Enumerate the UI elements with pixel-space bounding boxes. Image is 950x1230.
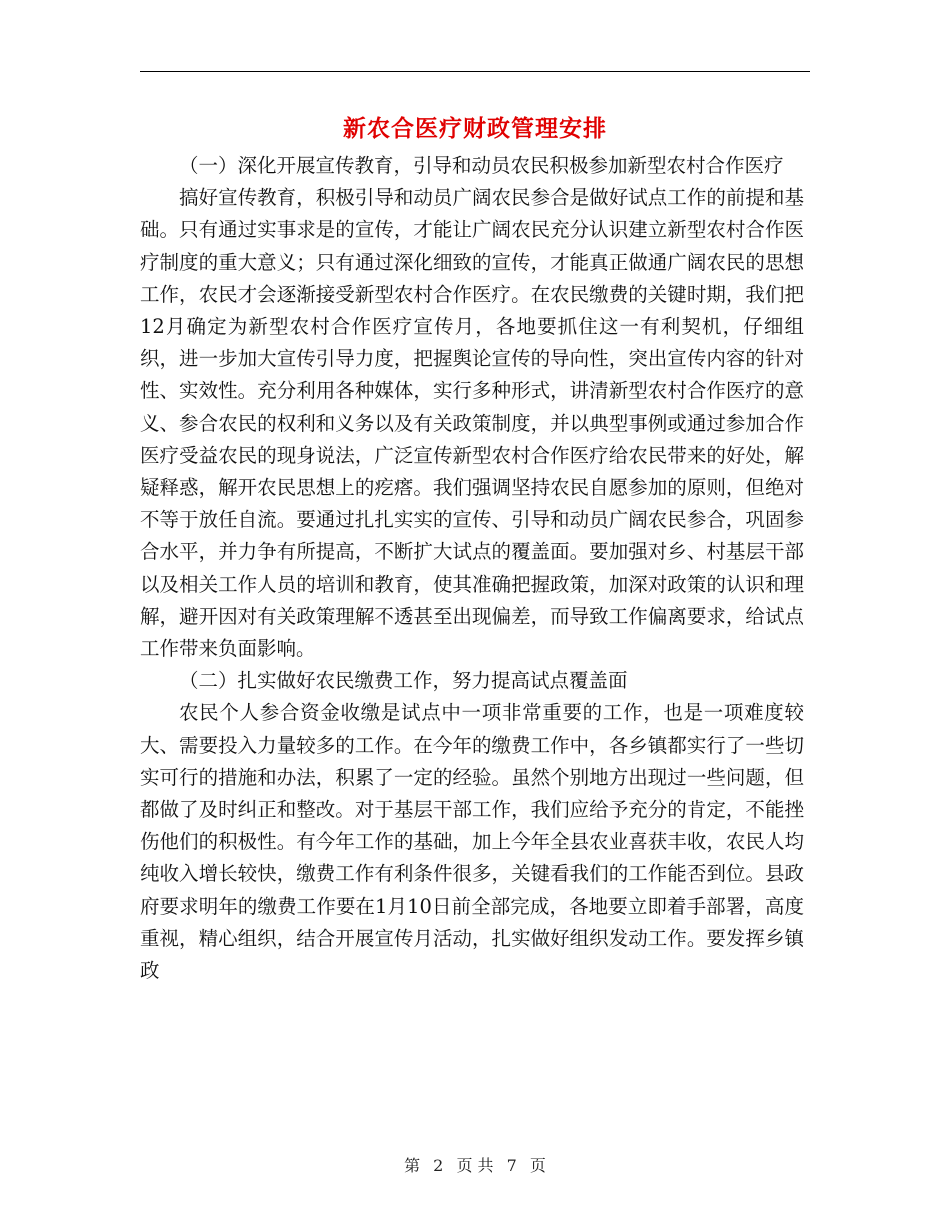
page-footer (0, 1153, 950, 1176)
total-page-count: 7 (506, 1156, 517, 1175)
current-page-number: 2 (433, 1156, 444, 1175)
footer-suffix: 页 (529, 1156, 546, 1175)
body-paragraph-1: 搞好宣传教育，积极引导和动员广阔农民参合是做好试点工作的前提和基础。只有通过实事求是的宣传，才能让广阔农民充分认识建立新型农村合作医疗制度的重大意义；只有通过深化细致的宣传，才能真正做通广阔农民的思想工作，农民才会逐渐接受新型农村合作医疗。在农民缴费的关键时期，我们把12月确定为新型农村合作医疗宣传月，各地要抓住这一有利契机，仔细组织，进一步加大宣传引导力度，把握舆论宣传的导向性，突出宣传内容的针对性、实效性。充分利用各种媒体，实行多种形式，讲清新型农村合作医疗的意义、参合农民的权利和义务以及有关政策制度，并以典型事例或通过参加合作医疗受益农民的现身说法，广泛宣传新型农村合作医疗给农民带来的好处，解疑释惑，解开农民思想上的疙瘩。我们强调坚持农民自愿参加的原则，但绝对不等于放任自流。要通过扎扎实实的宣传、引导和动员广阔农民参合，巩固参合水平，并力争有所提高，不断扩大试点的覆盖面。要加强对乡、村基层干部以及相关工作人员的培训和教育，使其准确把握政策，加深对政策的认识和理解，避开因对有关政策理解不透甚至出现偏差，而导致工作偏离要求，给试点工作带来负面影响。 (140, 186, 804, 661)
body-paragraph-2: 农民个人参合资金收缴是试点中一项非常重要的工作，也是一项难度较大、需要投入力量较多的工作。在今年的缴费工作中，各乡镇都实行了一些切实可行的措施和办法，积累了一定的经验。虽然个别地方出现过一些问题，但都做了及时纠正和整改。对于基层干部工作，我们应给予充分的肯定，不能挫伤他们的积极性。有今年工作的基础，加上今年全县农业喜获丰收，农民人均纯收入增长较快，缴费工作有利条件很多，关键看我们的工作能否到位。县政府要求明年的缴费工作要在1月10日前全部完成，各地要立即着手部署，高度重视，精心组织，结合开展宣传月活动，扎实做好组织发动工作。要发挥乡镇政 (140, 701, 804, 983)
header-rule (140, 71, 810, 72)
document-body (140, 150, 804, 987)
document-title: 新农合医疗财政管理安排 (343, 115, 607, 142)
footer-prefix: 第 (404, 1156, 421, 1175)
footer-mid: 页 共 (456, 1156, 494, 1175)
section-heading-1: （一）深化开展宣传教育，引导和动员农民积极参加新型农村合作医疗 (179, 154, 784, 177)
section-heading-2: （二）扎实做好农民缴费工作，努力提高试点覆盖面 (179, 669, 628, 693)
